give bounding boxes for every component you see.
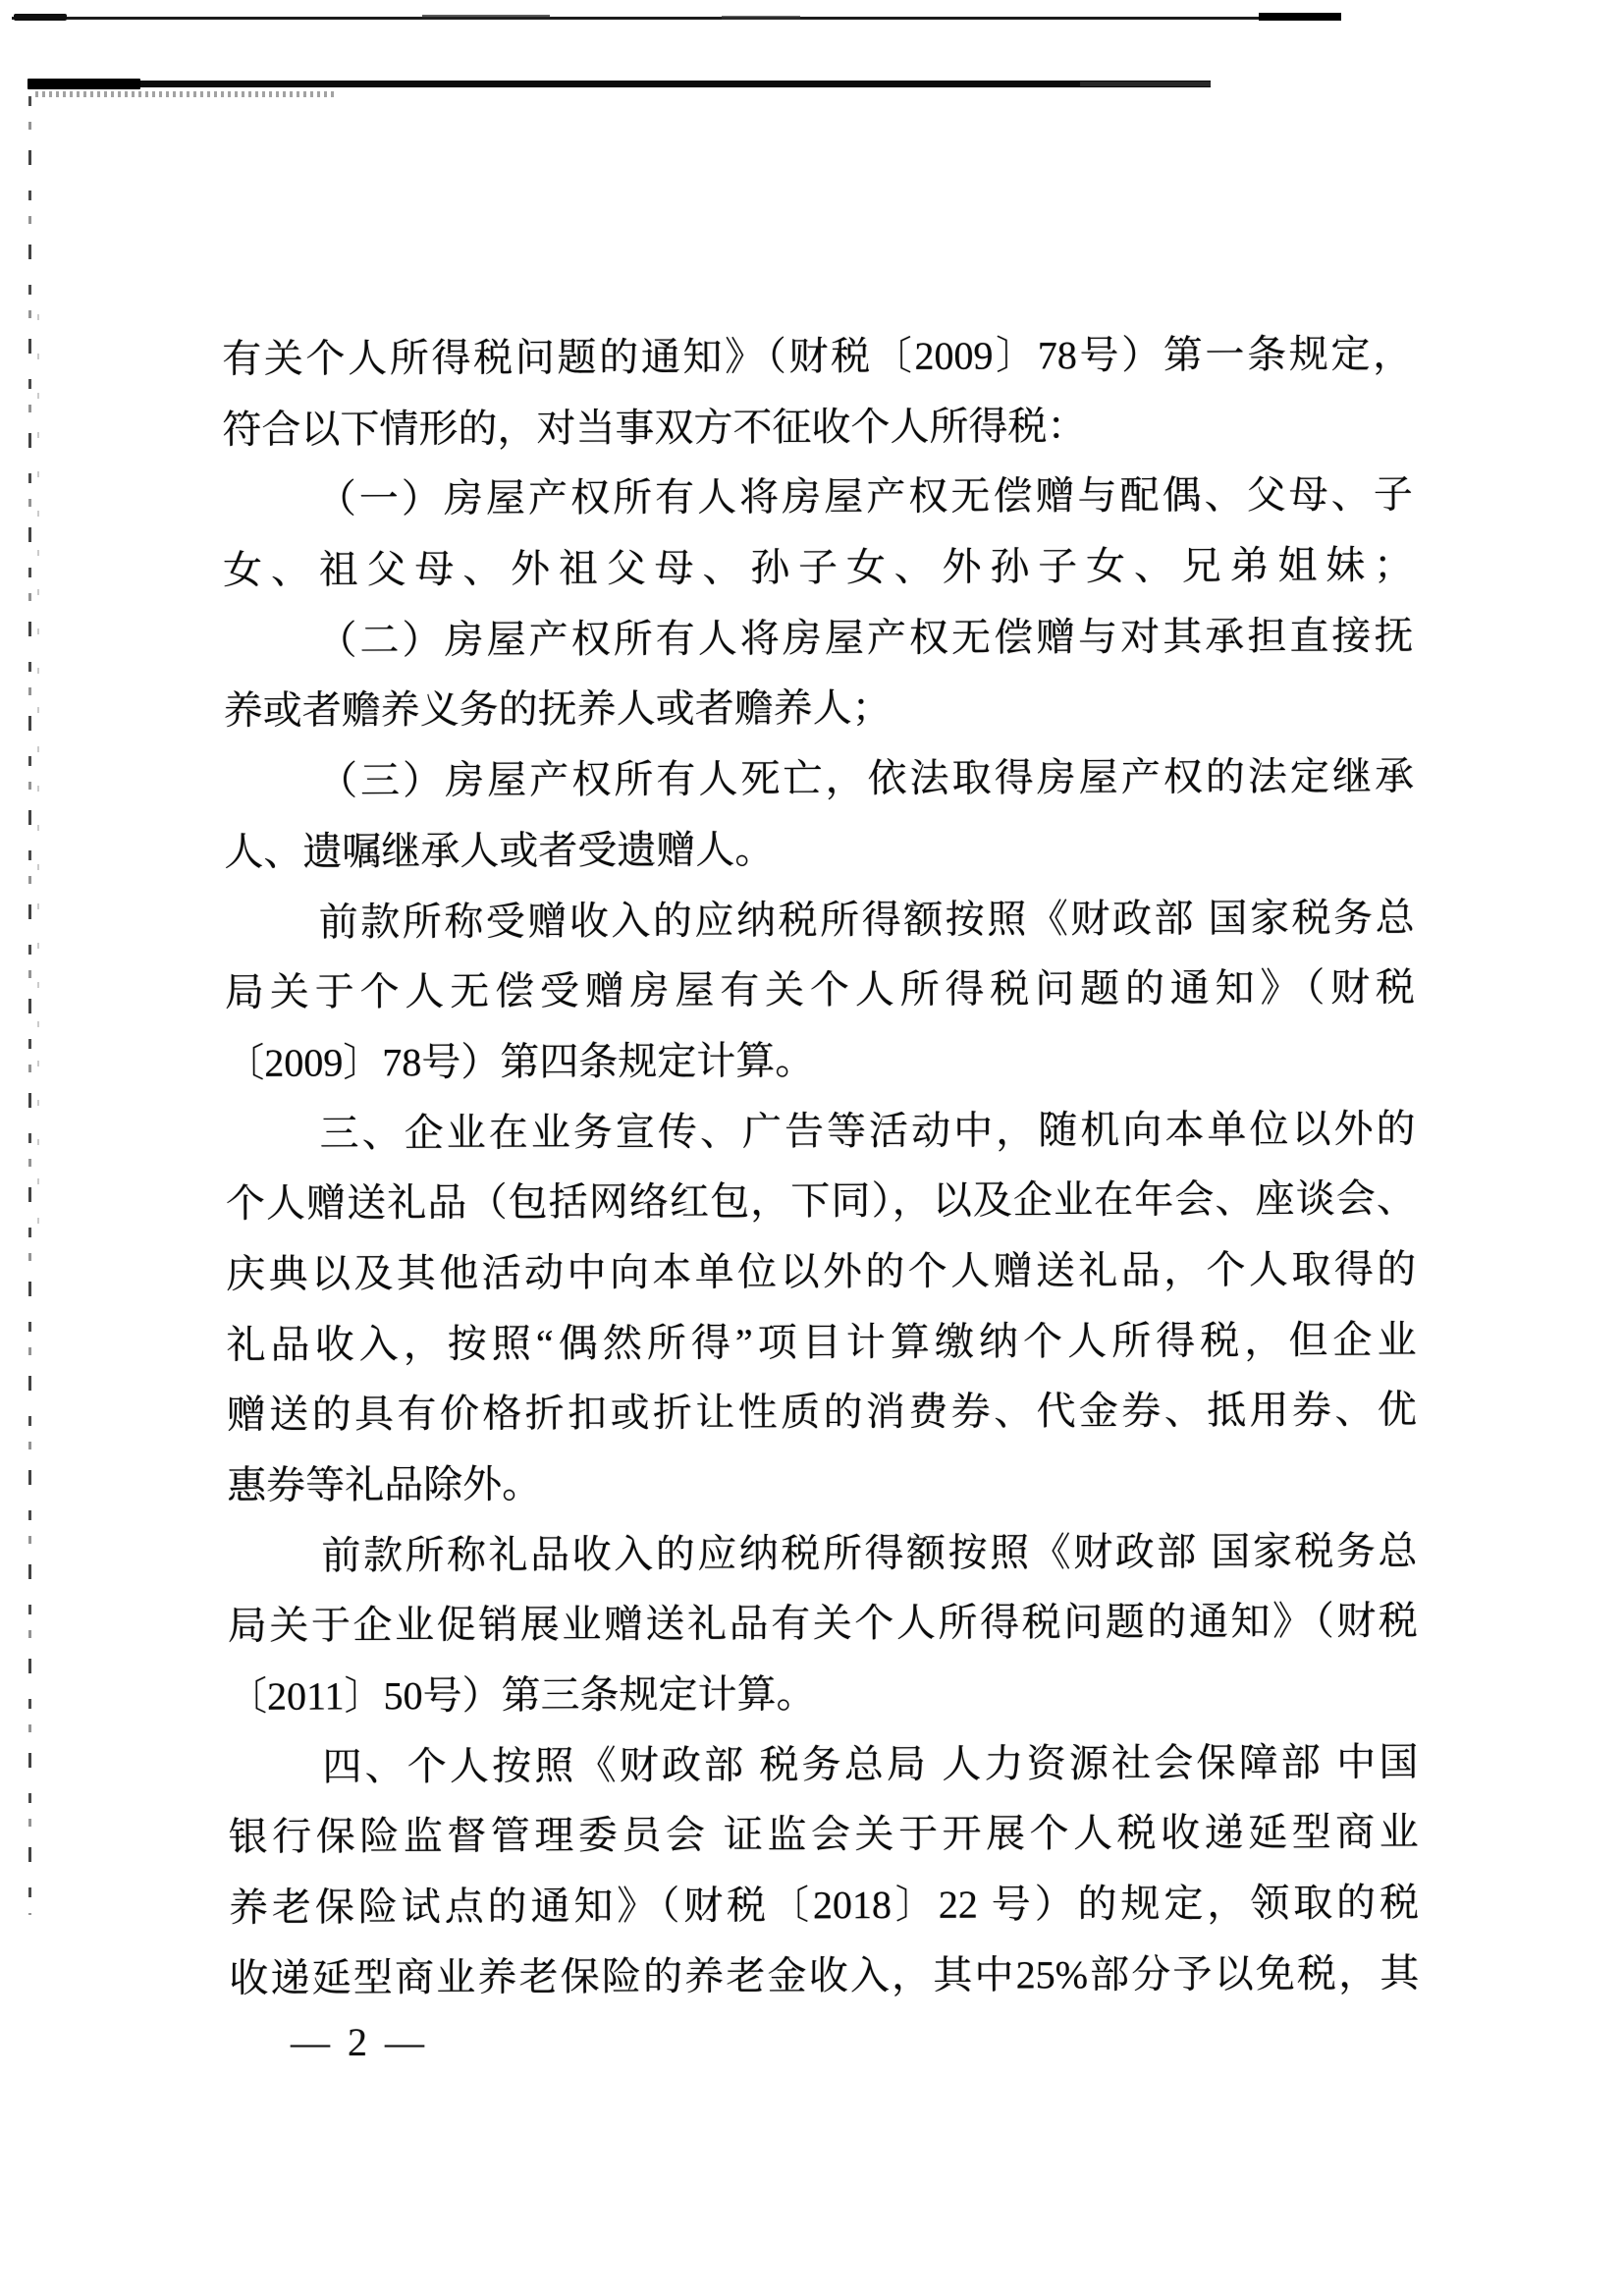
- scan-line-segment: [722, 16, 800, 20]
- text-line: 人、遗嘱继承人或者受遗赠人。: [224, 827, 775, 874]
- text-line: 前款所称礼品收入的应纳税所得额按照《财政部 国家税务总: [321, 1528, 1418, 1578]
- document-body: [222, 319, 1419, 2014]
- scan-line-segment: [27, 79, 140, 89]
- text-line: 赠送的具有价格折扣或折让性质的消费券、代金券、抵用券、优: [226, 1388, 1417, 1438]
- text-line: 〔2009〕78号）第四条规定计算。: [225, 1038, 815, 1085]
- text-line: 银行保险监督管理委员会 证监会关于开展个人税收递延型商业: [228, 1810, 1419, 1860]
- text-line: 礼品收入，按照“偶然所得”项目计算缴纳个人所得税，但企业: [226, 1317, 1417, 1367]
- text-line: （二）房屋产权所有人将房屋产权无偿赠与对其承担直接抚: [317, 613, 1414, 663]
- scan-line-segment: [1259, 13, 1341, 21]
- page-number: — 2 —: [291, 2020, 428, 2064]
- scan-line-segment: [1080, 82, 1211, 86]
- text-line: 四、个人按照《财政部 税务总局 人力资源社会保障部 中国: [322, 1739, 1419, 1789]
- text-line: 个人赠送礼品（包括网络红包，下同），以及企业在年会、座谈会、: [225, 1175, 1416, 1227]
- text-line: 前款所称受赠收入的应纳税所得额按照《财政部 国家税务总: [318, 895, 1415, 945]
- scan-line-segment: [27, 81, 1211, 87]
- scan-line-segment: [12, 17, 1337, 20]
- text-line: 女、祖父母、外祖父母、孙子女、外孙子女、兄弟姐妹；: [222, 542, 1414, 593]
- text-line: 收递延型商业养老保险的养老金收入，其中25%部分予以免税，其: [229, 1950, 1420, 2000]
- text-line: 三、企业在业务宣传、广告等活动中，随机向本单位以外的: [319, 1106, 1416, 1156]
- text-line: （三）房屋产权所有人死亡，依法取得房屋产权的法定继承: [317, 753, 1415, 803]
- text-line: 养或者赡养义务的抚养人或者赡养人；: [223, 685, 892, 734]
- text-line: 养老保险试点的通知》（财税〔2018〕22 号）的规定，领取的税: [228, 1880, 1420, 1931]
- text-line: （一）房屋产权所有人将房屋产权无偿赠与配偶、父母、子: [316, 472, 1413, 521]
- text-line: 有关个人所得税问题的通知》（财税〔2009〕78号）第一条规定，: [222, 331, 1413, 381]
- text-line: 局关于企业促销展业赠送礼品有关个人所得税问题的通知》（财税: [227, 1599, 1418, 1649]
- text-line: 符合以下情形的，对当事双方不征收个人所得税：: [222, 403, 1087, 452]
- scan-line-segment: [422, 15, 550, 20]
- scan-dashed-line: [37, 314, 39, 1247]
- scan-speckle: [35, 91, 335, 97]
- text-line: 庆典以及其他活动中向本单位以外的个人赠送礼品，个人取得的: [226, 1246, 1417, 1296]
- text-line: 〔2011〕50号）第三条规定计算。: [227, 1671, 816, 1720]
- scan-line-segment: [14, 14, 67, 21]
- scan-dashed-line: [28, 96, 31, 1915]
- text-line: 惠券等礼品除外。: [227, 1461, 542, 1507]
- text-line: 局关于个人无偿受赠房屋有关个人所得税问题的通知》（财税: [224, 964, 1416, 1015]
